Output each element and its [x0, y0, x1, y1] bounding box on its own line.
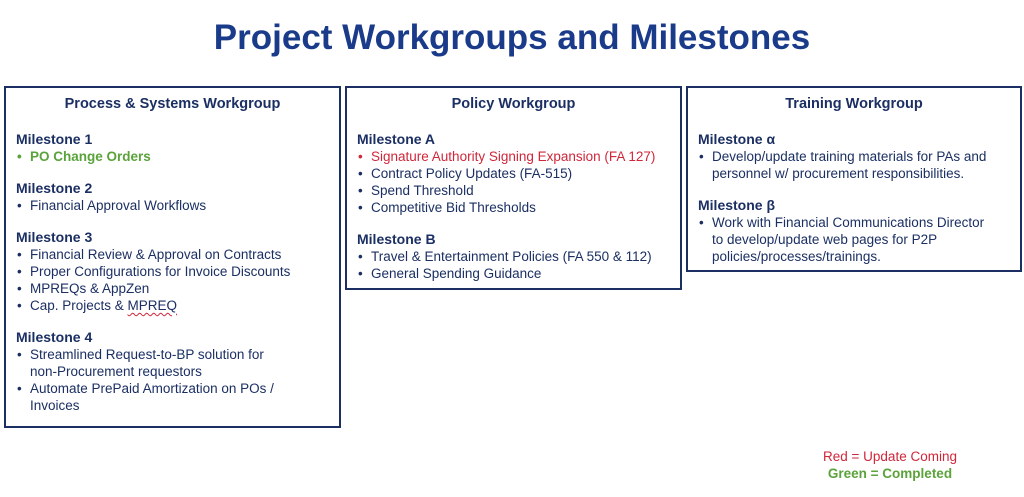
page-title: Project Workgroups and Milestones — [213, 18, 811, 57]
bullet-icon: • — [17, 198, 22, 213]
bullet-icon: • — [699, 215, 704, 230]
milestone-title: Milestone 4 — [16, 329, 93, 345]
list-item — [357, 199, 670, 216]
milestone-title: Milestone 2 — [16, 180, 93, 196]
milestone-items — [16, 197, 329, 214]
bullet-icon: • — [17, 381, 22, 396]
bullet-icon: • — [358, 266, 363, 281]
milestone-title: Milestone B — [357, 231, 436, 247]
milestone-items — [698, 214, 1010, 265]
bullet-icon: • — [358, 149, 363, 164]
item-text-line: Invoices — [30, 398, 80, 413]
list-item — [357, 182, 670, 199]
list-item — [16, 246, 329, 263]
milestone-beta — [698, 197, 1010, 265]
item-text-line: personnel w/ procurement responsibilities. — [712, 166, 965, 181]
milestone-items — [16, 148, 329, 165]
milestone-items — [698, 148, 1010, 182]
bullet-icon: • — [358, 200, 363, 215]
policy-workgroup-box — [345, 86, 682, 290]
milestone-title: Milestone α — [698, 131, 776, 147]
bullet-icon: • — [17, 281, 22, 296]
item-text: Financial Review & Approval on Contracts — [30, 247, 282, 262]
list-item — [357, 248, 670, 265]
workgroup-title: Process & Systems Workgroup — [64, 96, 281, 112]
status-legend — [790, 448, 990, 482]
item-text-line: policies/processes/trainings. — [712, 249, 881, 264]
item-text-line: Develop/update training materials for PAs and — [712, 149, 987, 164]
milestone-4 — [16, 329, 329, 414]
bullet-icon: • — [17, 298, 22, 313]
list-item — [16, 380, 329, 414]
item-text-line: non-Procurement requestors — [30, 364, 202, 379]
bullet-icon: • — [358, 166, 363, 181]
item-text-line: to develop/update web pages for P2P — [712, 232, 938, 247]
workgroup-title: Policy Workgroup — [451, 96, 576, 112]
item-text-line: Automate PrePaid Amortization on POs / — [30, 381, 274, 396]
list-item — [16, 297, 329, 314]
bullet-icon: • — [17, 347, 22, 362]
list-item — [16, 197, 329, 214]
list-item — [698, 148, 1010, 182]
list-item — [16, 148, 329, 165]
process-systems-workgroup-box — [4, 86, 341, 428]
item-text: Financial Approval Workflows — [30, 198, 207, 213]
milestone-b — [357, 231, 670, 282]
item-text: MPREQs & AppZen — [30, 281, 150, 296]
milestone-a — [357, 131, 670, 216]
bullet-icon: • — [699, 149, 704, 164]
spellcheck-flagged-word: MPREQ — [127, 298, 178, 313]
milestone-items — [16, 346, 329, 414]
training-workgroup-box — [686, 86, 1022, 272]
bullet-icon: • — [358, 183, 363, 198]
milestone-title: Milestone β — [698, 197, 775, 213]
list-item — [357, 148, 670, 165]
workgroup-title: Training Workgroup — [785, 96, 923, 112]
milestone-items — [357, 148, 670, 216]
list-item — [16, 263, 329, 280]
item-text: Competitive Bid Thresholds — [371, 200, 536, 215]
legend-completed: Green = Completed — [827, 466, 953, 481]
milestone-1 — [16, 131, 329, 165]
bullet-icon: • — [17, 149, 22, 164]
item-text-line: Work with Financial Communications Director — [712, 215, 985, 230]
list-item — [16, 346, 329, 380]
item-text: Travel & Entertainment Policies (FA 550 & 112) — [371, 249, 652, 264]
item-text: Signature Authority Signing Expansion (FA 127) — [371, 149, 656, 164]
legend-update-coming: Red = Update Coming — [823, 449, 957, 464]
item-text-line: Streamlined Request-to-BP solution for — [30, 347, 264, 362]
item-text: PO Change Orders — [30, 149, 151, 164]
milestone-title: Milestone 1 — [16, 131, 93, 147]
milestone-2 — [16, 180, 329, 214]
list-item — [357, 265, 670, 282]
milestone-title: Milestone 3 — [16, 229, 93, 245]
item-text: Proper Configurations for Invoice Discounts — [30, 264, 291, 279]
bullet-icon: • — [17, 247, 22, 262]
milestone-alpha — [698, 131, 1010, 182]
bullet-icon: • — [17, 264, 22, 279]
list-item — [698, 214, 1010, 265]
list-item — [16, 280, 329, 297]
bullet-icon: • — [358, 249, 363, 264]
item-text-prefix: Cap. Projects & — [30, 298, 128, 313]
item-text: Contract Policy Updates (FA-515) — [371, 166, 573, 181]
milestone-items — [16, 246, 329, 314]
item-text: General Spending Guidance — [371, 266, 542, 281]
milestone-title: Milestone A — [357, 131, 436, 147]
list-item — [357, 165, 670, 182]
milestone-items — [357, 248, 670, 282]
milestone-3 — [16, 229, 329, 314]
item-text: Spend Threshold — [371, 183, 474, 198]
